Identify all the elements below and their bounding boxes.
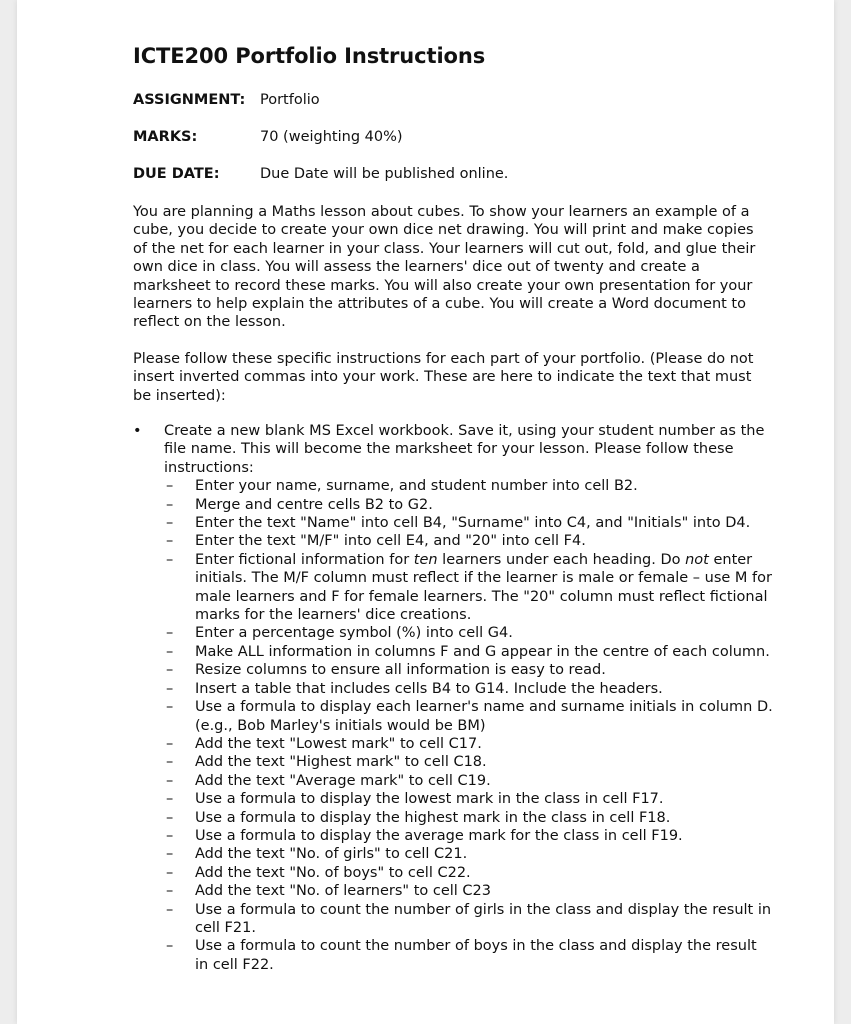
assignment-label: ASSIGNMENT: [133, 92, 246, 108]
due-date-label: DUE DATE: [133, 166, 220, 182]
step-item [164, 809, 773, 827]
dash-symbol: – [166, 864, 174, 881]
step-text: Merge and centre cells B2 to G2. [195, 496, 433, 513]
step-item [164, 864, 773, 882]
step-text: Add the text "No. of girls" to cell C21. [195, 846, 468, 863]
dash-symbol: – [166, 883, 174, 900]
dash-symbol: – [166, 680, 174, 697]
step-item [164, 496, 773, 514]
step-item [164, 477, 773, 495]
bullet-symbol: • [133, 423, 142, 439]
step-text: Resize columns to ensure all information is easy to read. [195, 662, 606, 679]
document-page [17, 0, 834, 1024]
document-title: ICTE200 Portfolio Instructions [133, 44, 486, 68]
due-date-row [133, 166, 508, 182]
dash-symbol: – [166, 754, 174, 771]
bullet-item-excel [133, 422, 773, 974]
step-text: Enter a percentage symbol (%) into cell G4. [195, 625, 513, 642]
step-item [164, 514, 773, 532]
assignment-row [133, 92, 320, 108]
dash-symbol: – [166, 496, 174, 513]
step-text: Enter the text "Name" into cell B4, "Surname" into C4, and "Initials" into D4. [195, 515, 751, 532]
due-date-value: Due Date will be published online. [260, 166, 509, 182]
step-text-middle: learners under each heading. Do [437, 551, 686, 568]
step-text: Enter your name, surname, and student number into cell B2. [195, 478, 638, 495]
step-item [164, 882, 773, 900]
dash-symbol: – [166, 901, 174, 918]
step-item [164, 624, 773, 642]
dash-symbol: – [166, 533, 174, 550]
step-text-before: Enter fictional information for [195, 551, 414, 568]
dash-symbol: – [166, 643, 174, 660]
step-text: Make ALL information in columns F and G appear in the centre of each column. [195, 643, 770, 660]
step-text: Use a formula to count the number of boys in the class and display the result in cell F22. [195, 938, 757, 973]
step-item [164, 827, 773, 845]
step-emphasis-ten: ten [413, 551, 438, 568]
steps-list [164, 477, 773, 974]
step-item [164, 551, 773, 625]
step-text: Add the text "Highest mark" to cell C18. [195, 754, 487, 771]
marks-value: 70 (weighting 40%) [260, 129, 403, 145]
dash-symbol: – [166, 809, 174, 826]
step-item [164, 532, 773, 550]
step-text: Enter the text "M/F" into cell E4, and "20" into cell F4. [195, 533, 586, 550]
dash-symbol: – [166, 791, 174, 808]
dash-symbol: – [166, 735, 174, 752]
dash-symbol: – [166, 515, 174, 532]
dash-symbol: – [166, 772, 174, 789]
assignment-value: Portfolio [260, 92, 320, 108]
dash-symbol: – [166, 938, 174, 955]
step-text: Use a formula to display the average mark for the class in cell F19. [195, 827, 683, 844]
step-text: Add the text "No. of learners" to cell C23 [195, 883, 491, 900]
step-item [164, 643, 773, 661]
step-text: Add the text "Lowest mark" to cell C17. [195, 735, 482, 752]
step-item [164, 753, 773, 771]
step-text: Use a formula to display the highest mark in the class in cell F18. [195, 809, 671, 826]
step-item [164, 937, 773, 974]
dash-symbol: – [166, 662, 174, 679]
step-item [164, 901, 773, 938]
step-emphasis-not: not [685, 551, 709, 568]
dash-symbol: – [166, 846, 174, 863]
marks-row [133, 129, 403, 145]
marks-label: MARKS: [133, 129, 198, 145]
step-text-after: enter initials. The M/F column must reflect if the learner is male or female – use M for male learners and F for female learners. The "20" column must reflect fictional marks for the learners' dice creations. [195, 551, 772, 624]
step-text: Use a formula to display each learner's name and surname initials in column D. (e.g., Bob Marley's initials would be BM) [195, 699, 773, 734]
step-item [164, 661, 773, 679]
step-item [164, 680, 773, 698]
dash-symbol: – [166, 478, 174, 495]
step-text: Use a formula to count the number of girls in the class and display the result in cell F21. [195, 901, 772, 936]
bullet-text: Create a new blank MS Excel workbook. Save it, using your student number as the file name. This will become the marksheet for your lesson. Please follow these instructions: [164, 423, 765, 476]
dash-symbol: – [166, 827, 174, 844]
step-text: Use a formula to display the lowest mark in the class in cell F17. [195, 791, 664, 808]
intro-paragraph: You are planning a Maths lesson about cubes. To show your learners an example of a cube, you decide to create your own dice net drawing. You will print and make copies of the net for each learner in your class. Your learners will cut out, fold, and glue their own dice in class. You will assess the learners' dice out of twenty and create a marksheet to record these marks. You will also create your own presentation for your learners to help explain the attributes of a cube. You will create a Word document to reflect on the lesson. [133, 204, 756, 331]
step-text: Insert a table that includes cells B4 to G14. Include the headers. [195, 680, 663, 697]
step-item [164, 698, 773, 735]
step-text: Add the text "No. of boys" to cell C22. [195, 864, 471, 881]
dash-symbol: – [166, 699, 174, 716]
instructions-paragraph: Please follow these specific instructions for each part of your portfolio. (Please do not insert inverted commas into your work. These are here to indicate the text that must be inserted): [133, 351, 754, 404]
step-item [164, 772, 773, 790]
step-item [164, 845, 773, 863]
step-text: Add the text "Average mark" to cell C19. [195, 772, 491, 789]
step-item [164, 790, 773, 808]
dash-symbol: – [166, 551, 174, 568]
dash-symbol: – [166, 625, 174, 642]
step-item [164, 735, 773, 753]
